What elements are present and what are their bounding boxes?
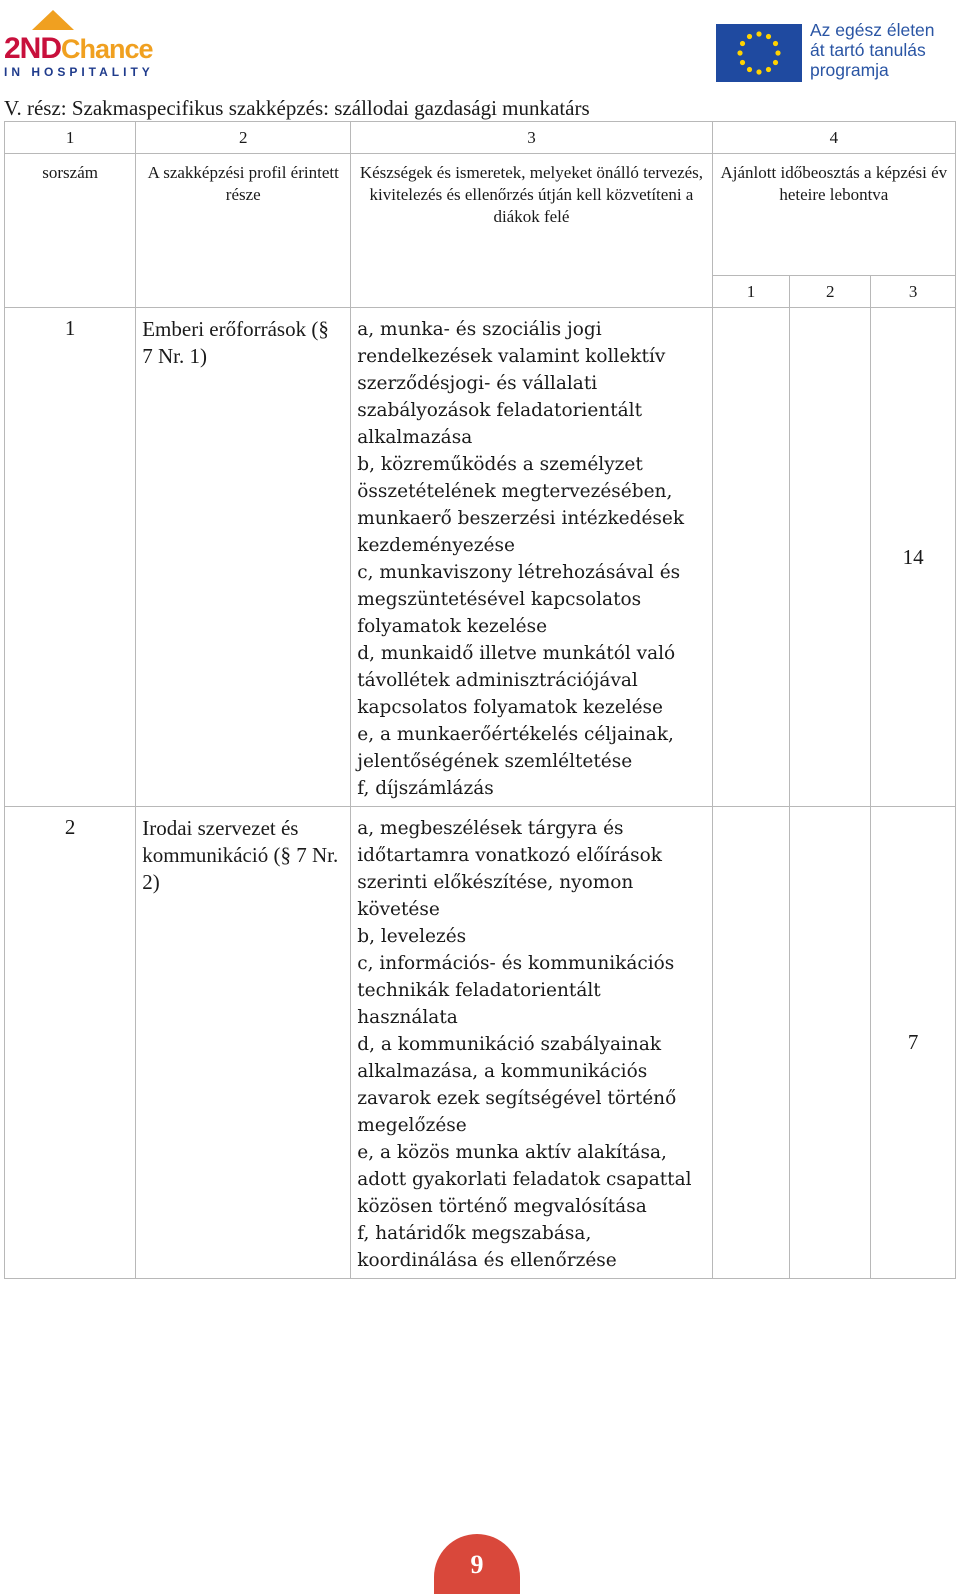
column-number: 3 bbox=[351, 122, 712, 154]
eu-star-icon bbox=[740, 41, 745, 46]
table-row bbox=[5, 807, 956, 1279]
column-number: 1 bbox=[5, 122, 136, 154]
house-roof-icon bbox=[28, 8, 78, 32]
table-row bbox=[5, 308, 956, 807]
week-number: 3 bbox=[871, 276, 956, 308]
week-number: 1 bbox=[712, 276, 790, 308]
row-content: a, munka- és szociális jogi rendelkezések valamint kollektív szerződésjogi- és vállalati szabályozások feladatorientált alkalmazása b, közreműködés a személyzet összetételének megtervezésében, munkaerő beszerzési intézkedések kezdeményezése c, munkaviszony létrehozásával és megszüntetésével kapcsolatos folyamatok kezelése d, munkaidő illetve munkától való távollétek adminisztrációjával kapcsolatos folyamatok kezelése e, a munkaerőértékelés céljainak, jelentőségének szemléltetése f, díjszámlázás bbox=[351, 308, 712, 807]
eu-star-icon bbox=[756, 31, 761, 36]
eu-star-icon bbox=[773, 60, 778, 65]
eu-lifelong-learning-logo bbox=[716, 20, 956, 90]
column-number: 4 bbox=[712, 122, 955, 154]
curriculum-table bbox=[4, 121, 956, 1279]
eu-line-3: programja bbox=[810, 60, 889, 80]
brand-subtitle: IN HOSPITALITY bbox=[4, 65, 154, 79]
column-number-row bbox=[5, 122, 956, 154]
eu-star-icon bbox=[773, 41, 778, 46]
row-number: 2 bbox=[5, 807, 136, 1279]
logo-2nd-chance bbox=[4, 8, 164, 80]
week-cell bbox=[712, 308, 790, 807]
week-cell bbox=[712, 807, 790, 1279]
column-header-number: sorszám bbox=[5, 154, 136, 308]
brand-name bbox=[4, 32, 153, 66]
eu-flag-icon bbox=[716, 24, 802, 82]
week-number: 2 bbox=[790, 276, 871, 308]
eu-star-icon bbox=[747, 67, 752, 72]
eu-star-icon bbox=[756, 69, 761, 74]
eu-program-text bbox=[810, 20, 935, 80]
eu-star-icon bbox=[775, 50, 780, 55]
hours-value: 14 bbox=[871, 308, 956, 807]
eu-line-2: át tartó tanulás bbox=[810, 40, 926, 60]
hours-value: 7 bbox=[871, 807, 956, 1279]
eu-line-1: Az egész életen bbox=[810, 20, 935, 40]
eu-star-icon bbox=[737, 50, 742, 55]
eu-star-icon bbox=[766, 67, 771, 72]
column-number: 2 bbox=[136, 122, 351, 154]
week-cell bbox=[790, 308, 871, 807]
eu-star-icon bbox=[747, 34, 752, 39]
brand-accent: Chance bbox=[61, 34, 153, 64]
column-header-row bbox=[5, 154, 956, 276]
column-header-profile: A szakképzési profil érintett része bbox=[136, 154, 351, 308]
column-header-skills: Készségek és ismeretek, melyeket önálló tervezés, kivitelezés és ellenőrzés útján kell közvetíteni a diákok felé bbox=[351, 154, 712, 308]
row-content: a, megbeszélések tárgyra és időtartamra vonatkozó előírások szerinti előkészítése, nyomon követése b, levelezés c, információs- és kommunikációs technikák feladatorientált használata d, a kommunikáció szabályainak alkalmazása, a kommunikációs zavarok ezek segítségével történő megelőzése e, a közös munka aktív alakítása, adott gyakorlati feladatok csapattal közösen történő megvalósítása f, határidők megszabása, koordinálása és ellenőrzése bbox=[351, 807, 712, 1279]
row-topic: Emberi erőforrások (§ 7 Nr. 1) bbox=[136, 308, 351, 807]
eu-star-icon bbox=[766, 34, 771, 39]
row-number: 1 bbox=[5, 308, 136, 807]
eu-star-icon bbox=[740, 60, 745, 65]
column-header-schedule: Ajánlott időbeosztás a képzési év heteire lebontva bbox=[712, 154, 955, 276]
section-title: V. rész: Szakmaspecifikus szakképzés: szállodai gazdasági munkatárs bbox=[4, 96, 590, 120]
brand-main: 2ND bbox=[4, 32, 62, 65]
week-cell bbox=[790, 807, 871, 1279]
page-number-badge: 9 bbox=[434, 1534, 520, 1594]
row-topic: Irodai szervezet és kommunikáció (§ 7 Nr. 2) bbox=[136, 807, 351, 1279]
